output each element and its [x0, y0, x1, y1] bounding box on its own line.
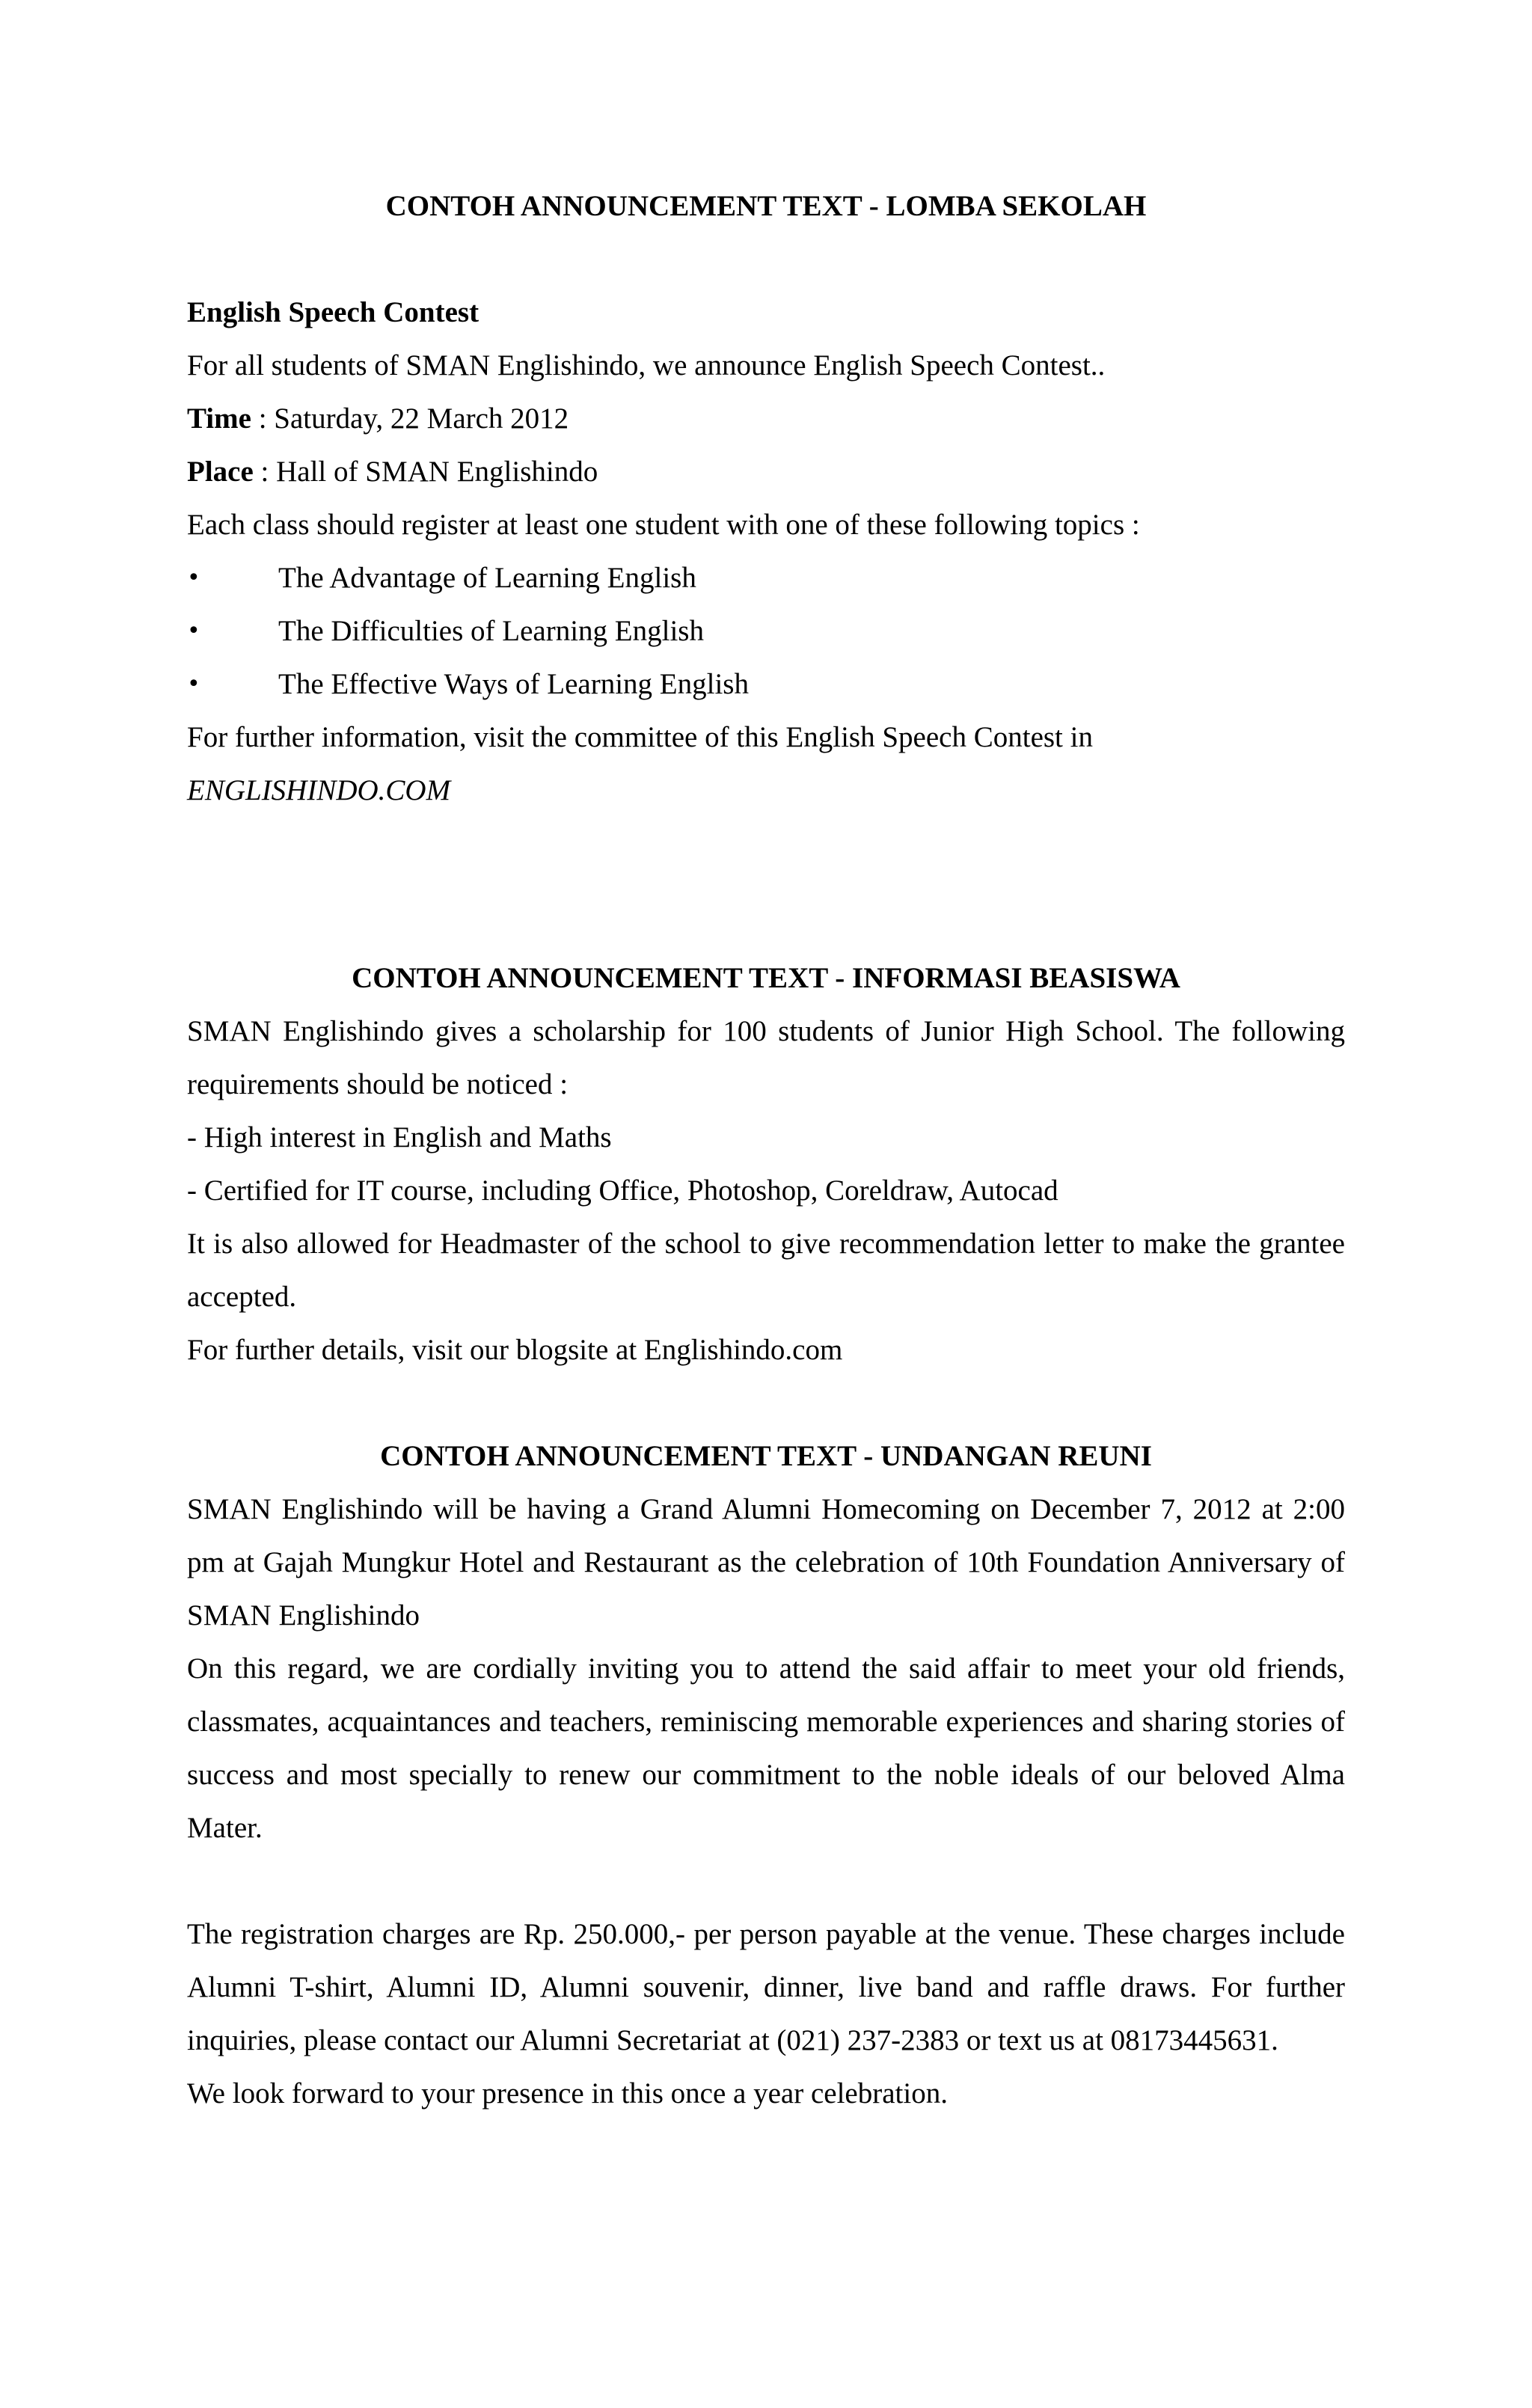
requirement-item: - Certified for IT course, including Office, Photoshop, Coreldraw, Autocad: [187, 1174, 1058, 1207]
section-heading: CONTOH ANNOUNCEMENT TEXT - INFORMASI BEASISWA: [352, 962, 1180, 994]
bullet-icon: •: [187, 565, 200, 591]
place-line: [187, 445, 1345, 498]
closing-text: We look forward to your presence in this once a year celebration.: [187, 2077, 948, 2110]
section-heading: CONTOH ANNOUNCEMENT TEXT - UNDANGAN REUNI: [380, 1440, 1152, 1472]
topic-text: The Difficulties of Learning English: [278, 615, 704, 647]
list-item: [187, 604, 1345, 658]
place-value: : Hall of SMAN Englishindo: [253, 456, 598, 488]
requirement-item: - High interest in English and Maths: [187, 1121, 612, 1154]
contest-intro: For all students of SMAN Englishindo, we announce English Speech Contest..: [187, 349, 1106, 382]
further-info-text: For further information, visit the committee of this English Speech Contest in: [187, 721, 1093, 753]
invitation-text: On this regard, we are cordially inviting you to attend the said affair to meet your old friends, classmates, acquaintances and teachers, reminiscing memorable experiences and sharing stories of success and most specially to renew our commitment to the noble ideals of our beloved Alma Mater.: [187, 1652, 1345, 1844]
section-undangan-reuni: [187, 1430, 1345, 2120]
section-lomba-sekolah: [187, 180, 1345, 817]
place-label: Place: [187, 456, 254, 488]
reunion-intro: SMAN Englishindo will be having a Grand Alumni Homecoming on December 7, 2012 at 2:00 pm at Gajah Mungkur Hotel and Restaurant as the celebration of 10th Foundation Anniversary of SMAN Englishindo: [187, 1493, 1345, 1632]
topic-text: The Effective Ways of Learning English: [278, 668, 749, 700]
bullet-icon: •: [187, 671, 200, 697]
topics-intro: Each class should register at least one student with one of these following topics :: [187, 509, 1140, 541]
list-item: [187, 658, 1345, 711]
time-line: [187, 392, 1345, 445]
contest-title: English Speech Contest: [187, 296, 479, 328]
document-content: [187, 180, 1345, 2120]
website-text: ENGLISHINDO.COM: [187, 774, 451, 806]
bullet-icon: •: [187, 618, 200, 644]
section-heading: CONTOH ANNOUNCEMENT TEXT - LOMBA SEKOLAH: [385, 190, 1147, 222]
time-value: : Saturday, 22 March 2012: [251, 402, 569, 435]
section-informasi-beasiswa: [187, 952, 1345, 1376]
list-item: [187, 551, 1345, 604]
topic-text: The Advantage of Learning English: [278, 562, 696, 594]
recommendation-text: It is also allowed for Headmaster of the school to give recommendation letter to make the grantee accepted.: [187, 1228, 1345, 1313]
scholarship-intro: SMAN Englishindo gives a scholarship for 100 students of Junior High School. The following requirements should be noticed :: [187, 1015, 1345, 1100]
time-label: Time: [187, 402, 251, 435]
details-text: For further details, visit our blogsite at Englishindo.com: [187, 1334, 843, 1366]
charges-text: The registration charges are Rp. 250.000,- per person payable at the venue. These charges include Alumni T-shirt, Alumni ID, Alumni souvenir, dinner, live band and raffle draws. For further inquiries, please contact our Alumni Secretariat at (021) 237-2383 or text us at 08173445631.: [187, 1918, 1345, 2056]
topics-list: [187, 551, 1345, 711]
